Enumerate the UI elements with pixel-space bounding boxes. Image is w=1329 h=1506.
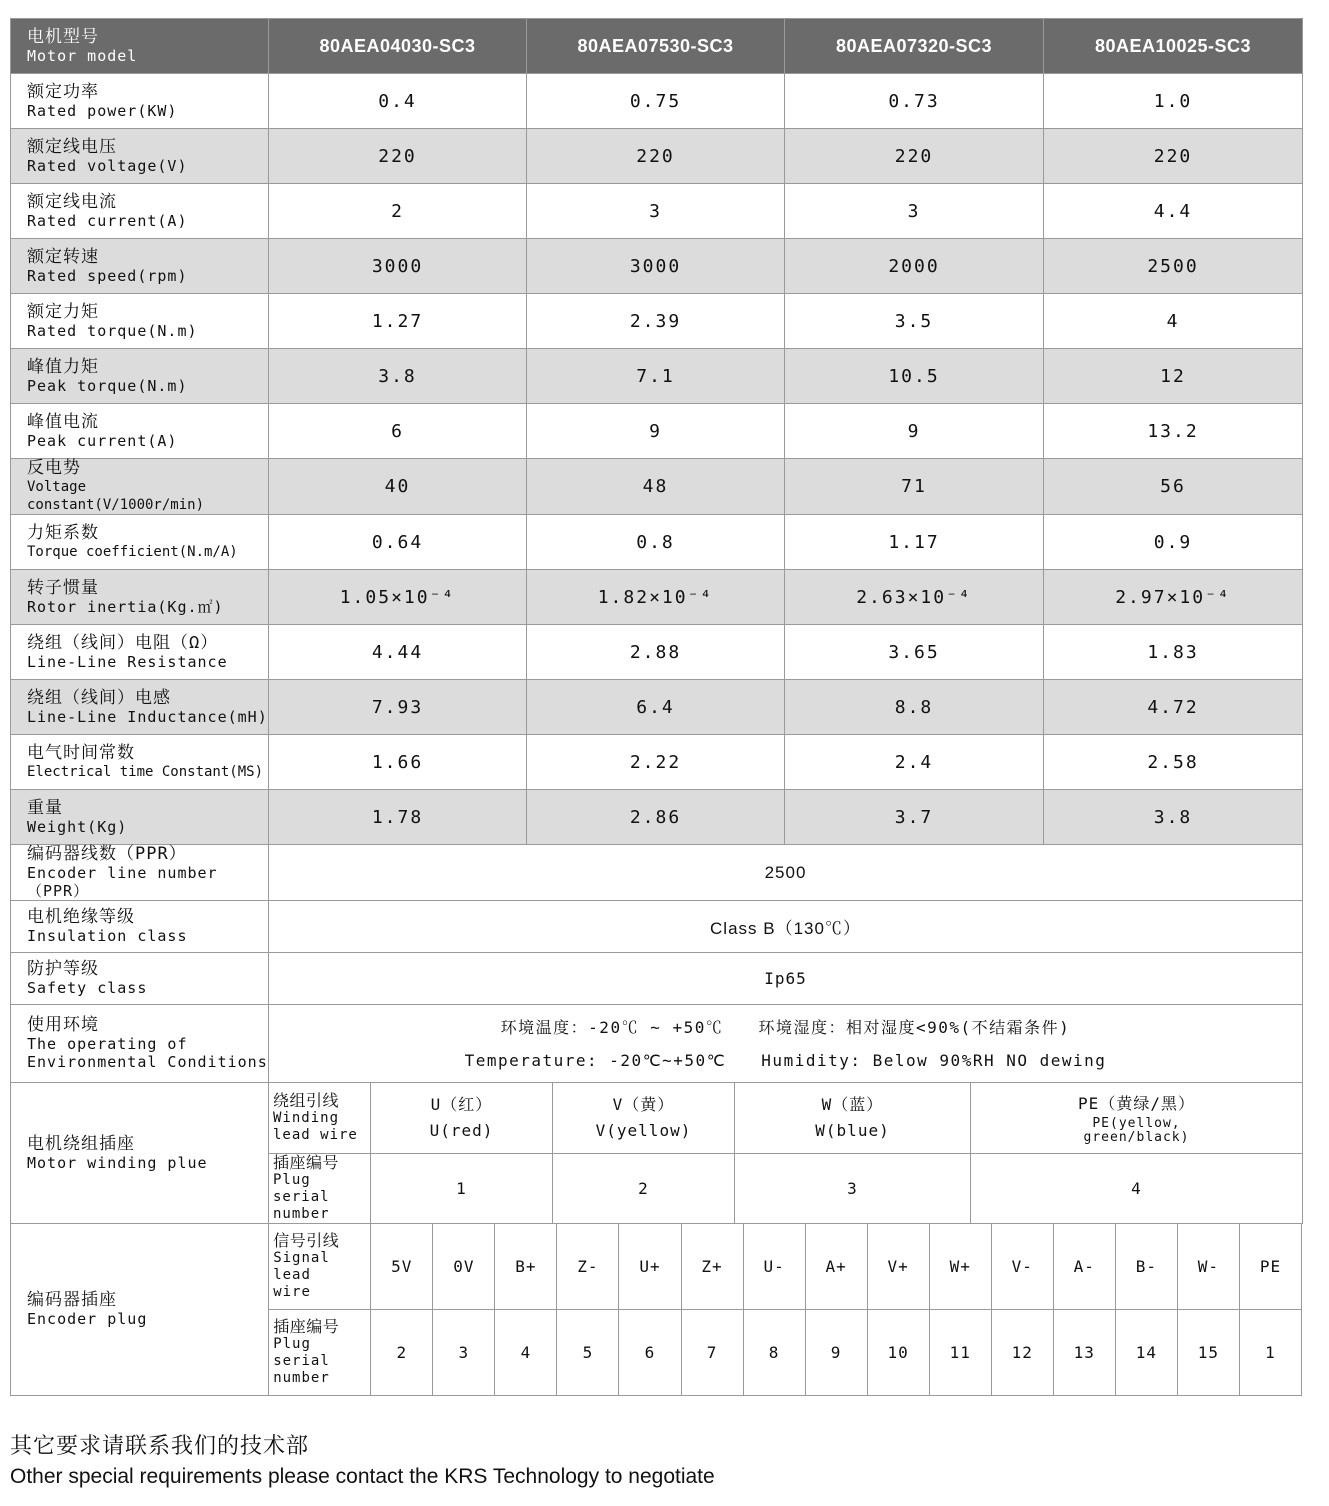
spec-value: 4.44 bbox=[269, 625, 527, 680]
spec-value: 0.73 bbox=[785, 74, 1044, 129]
winding-lead-en2: lead wire bbox=[273, 1127, 358, 1143]
winding-lead-row bbox=[11, 1083, 1303, 1154]
encoder-signal: U- bbox=[743, 1224, 805, 1310]
spec-value: 1.0 bbox=[1044, 74, 1303, 129]
spec-value: 4.4 bbox=[1044, 184, 1303, 239]
encoder-lines-label-en: Encoder line number（PPR） bbox=[27, 864, 218, 900]
env-temp-cn: 环境温度：-20℃ ~ +50℃ bbox=[500, 1017, 724, 1037]
env-humidity-en: Humidity: Below 90%RH NO dewing bbox=[761, 1050, 1107, 1070]
spec-value: 3.5 bbox=[785, 294, 1044, 349]
environment-label-cn: 使用环境 bbox=[27, 1015, 99, 1035]
spec-label-en: Rated voltage(V) bbox=[27, 156, 188, 175]
encoder-signal: W+ bbox=[929, 1224, 991, 1310]
spec-table bbox=[10, 18, 1303, 1083]
wire-v bbox=[553, 1083, 735, 1154]
spec-value: 0.64 bbox=[269, 515, 527, 570]
encoder-signal: W- bbox=[1177, 1224, 1239, 1310]
footer-note-en: Other special requirements please contact the KRS Technology to negotiate bbox=[10, 1465, 715, 1488]
footer-note bbox=[10, 1432, 715, 1492]
safety-value: Ip65 bbox=[269, 953, 1303, 1005]
spec-label-cn: 峰值电流 bbox=[27, 411, 99, 432]
spec-label-en: Peak torque(N.m) bbox=[27, 376, 188, 395]
spec-value: 10.5 bbox=[785, 349, 1044, 404]
spec-label-cn: 转子惯量 bbox=[27, 577, 99, 598]
encoder-pin: 1 bbox=[1239, 1310, 1301, 1396]
spec-label-cn: 电气时间常数 bbox=[27, 742, 135, 763]
encoder-signal: B- bbox=[1115, 1224, 1177, 1310]
encoder-signal: 5V bbox=[371, 1224, 433, 1310]
env-humidity-cn: 环境湿度：相对湿度<90%(不结霜条件) bbox=[758, 1017, 1071, 1037]
environment-value bbox=[269, 1005, 1303, 1083]
encoder-signal: A+ bbox=[805, 1224, 867, 1310]
encoder-pin: 3 bbox=[433, 1310, 495, 1396]
winding-plug-label-cn: 电机绕组插座 bbox=[27, 1133, 135, 1154]
environment-row bbox=[11, 1005, 1303, 1083]
spec-row bbox=[11, 74, 1303, 129]
encoder-signal-row bbox=[11, 1224, 1302, 1310]
spec-value: 12 bbox=[1044, 349, 1303, 404]
encoder-signal-cn: 信号引线 bbox=[273, 1231, 340, 1250]
safety-label-cn: 防护等级 bbox=[27, 959, 99, 979]
spec-label-cn: 额定功率 bbox=[27, 81, 99, 102]
encoder-pin: 13 bbox=[1053, 1310, 1115, 1396]
model-header: 80AEA07320-SC3 bbox=[785, 19, 1044, 74]
encoder-signal: V+ bbox=[867, 1224, 929, 1310]
encoder-pin: 11 bbox=[929, 1310, 991, 1396]
spec-label-en: Line-Line Inductance(mH) bbox=[27, 707, 268, 726]
spec-label bbox=[11, 515, 269, 570]
spec-label-cn: 额定线电流 bbox=[27, 191, 117, 212]
winding-plug-label bbox=[11, 1083, 269, 1224]
spec-label bbox=[11, 790, 269, 845]
model-header: 80AEA10025-SC3 bbox=[1044, 19, 1303, 74]
spec-value: 220 bbox=[269, 129, 527, 184]
spec-value: 3.8 bbox=[1044, 790, 1303, 845]
spec-value: 7.93 bbox=[269, 680, 527, 735]
spec-value: 1.78 bbox=[269, 790, 527, 845]
header-label-cn: 电机型号 bbox=[27, 26, 99, 47]
spec-value: 2000 bbox=[785, 239, 1044, 294]
spec-value: 13.2 bbox=[1044, 404, 1303, 459]
spec-value: 0.8 bbox=[527, 515, 785, 570]
spec-row bbox=[11, 459, 1303, 515]
spec-value: 9 bbox=[527, 404, 785, 459]
spec-label-en: Electrical time Constant(MS) bbox=[27, 763, 264, 780]
encoder-pin: 6 bbox=[619, 1310, 681, 1396]
wire-pe-pin: 4 bbox=[971, 1154, 1303, 1224]
spec-value: 3.8 bbox=[269, 349, 527, 404]
wire-w-en: W(blue) bbox=[815, 1121, 890, 1140]
encoder-pin: 10 bbox=[867, 1310, 929, 1396]
wire-w-pin: 3 bbox=[735, 1154, 971, 1224]
encoder-lines-label-cn: 编码器线数（PPR） bbox=[27, 844, 187, 864]
spec-value: 3.7 bbox=[785, 790, 1044, 845]
encoder-pin: 9 bbox=[805, 1310, 867, 1396]
spec-value: 1.27 bbox=[269, 294, 527, 349]
encoder-plug-label-en: Encoder plug bbox=[27, 1310, 148, 1328]
safety-row bbox=[11, 953, 1303, 1005]
spec-label-cn: 反电势 bbox=[27, 458, 81, 478]
encoder-pin: 2 bbox=[371, 1310, 433, 1396]
spec-label bbox=[11, 680, 269, 735]
wire-pe bbox=[971, 1083, 1303, 1154]
encoder-serial-en1: Plug serial bbox=[273, 1336, 330, 1369]
encoder-signal: 0V bbox=[433, 1224, 495, 1310]
wire-u-cn: U（红） bbox=[430, 1095, 493, 1114]
encoder-signal: U+ bbox=[619, 1224, 681, 1310]
spec-label-cn: 额定力矩 bbox=[27, 301, 99, 322]
spec-label-en: Voltage constant(V/1000r/min) bbox=[27, 479, 205, 513]
spec-value: 1.83 bbox=[1044, 625, 1303, 680]
spec-label bbox=[11, 735, 269, 790]
spec-value: 2.22 bbox=[527, 735, 785, 790]
spec-value: 2.63×10⁻⁴ bbox=[785, 570, 1044, 625]
spec-label-cn: 额定线电压 bbox=[27, 136, 117, 157]
spec-label-en: Weight(Kg) bbox=[27, 817, 128, 836]
spec-label bbox=[11, 404, 269, 459]
winding-lead-label bbox=[269, 1083, 371, 1154]
spec-label bbox=[11, 184, 269, 239]
spec-row bbox=[11, 349, 1303, 404]
wire-w-cn: W（蓝） bbox=[821, 1095, 884, 1114]
spec-value: 3000 bbox=[527, 239, 785, 294]
encoder-lines-row bbox=[11, 845, 1303, 901]
spec-value: 0.4 bbox=[269, 74, 527, 129]
wire-u-pin: 1 bbox=[371, 1154, 553, 1224]
wire-u-en: U(red) bbox=[429, 1121, 494, 1140]
spec-label bbox=[11, 459, 269, 515]
spec-value: 71 bbox=[785, 459, 1044, 515]
spec-value: 40 bbox=[269, 459, 527, 515]
spec-row bbox=[11, 570, 1303, 625]
encoder-signal: Z+ bbox=[681, 1224, 743, 1310]
spec-value: 1.05×10⁻⁴ bbox=[269, 570, 527, 625]
spec-value: 48 bbox=[527, 459, 785, 515]
wire-v-pin: 2 bbox=[553, 1154, 735, 1224]
winding-serial-cn: 插座编号 bbox=[273, 1153, 340, 1172]
spec-value: 3 bbox=[785, 184, 1044, 239]
header-row bbox=[11, 19, 1303, 74]
spec-row bbox=[11, 515, 1303, 570]
spec-value: 2.58 bbox=[1044, 735, 1303, 790]
insulation-label-cn: 电机绝缘等级 bbox=[27, 907, 135, 927]
spec-row bbox=[11, 294, 1303, 349]
encoder-pin: 7 bbox=[681, 1310, 743, 1396]
encoder-pin: 15 bbox=[1177, 1310, 1239, 1396]
encoder-signal: Z- bbox=[557, 1224, 619, 1310]
environment-label-en1: The operating of bbox=[27, 1035, 188, 1053]
spec-value: 2.39 bbox=[527, 294, 785, 349]
header-label bbox=[11, 19, 269, 74]
spec-value: 3.65 bbox=[785, 625, 1044, 680]
spec-value: 6 bbox=[269, 404, 527, 459]
model-header: 80AEA07530-SC3 bbox=[527, 19, 785, 74]
winding-lead-en1: Winding bbox=[273, 1110, 340, 1126]
spec-label-cn: 峰值力矩 bbox=[27, 356, 99, 377]
encoder-signal: B+ bbox=[495, 1224, 557, 1310]
winding-serial-en2: number bbox=[273, 1206, 330, 1222]
spec-value: 220 bbox=[1044, 129, 1303, 184]
encoder-pin: 14 bbox=[1115, 1310, 1177, 1396]
wire-pe-en1: PE(yellow, bbox=[1092, 1116, 1181, 1131]
spec-row bbox=[11, 184, 1303, 239]
spec-value: 1.82×10⁻⁴ bbox=[527, 570, 785, 625]
spec-value: 3000 bbox=[269, 239, 527, 294]
encoder-pin: 5 bbox=[557, 1310, 619, 1396]
model-header: 80AEA04030-SC3 bbox=[269, 19, 527, 74]
spec-label-en: Torque coefficient(N.m/A) bbox=[27, 543, 238, 560]
spec-label-cn: 重量 bbox=[27, 797, 63, 818]
winding-lead-cn: 绕组引线 bbox=[273, 1091, 340, 1110]
spec-label bbox=[11, 129, 269, 184]
spec-value: 2500 bbox=[1044, 239, 1303, 294]
wire-pe-cn: PE（黄绿/黑） bbox=[1078, 1094, 1195, 1113]
wire-v-cn: V（黄） bbox=[612, 1095, 675, 1114]
spec-value: 220 bbox=[527, 129, 785, 184]
wire-v-en: V(yellow) bbox=[595, 1121, 692, 1140]
spec-label bbox=[11, 74, 269, 129]
encoder-signal: V- bbox=[991, 1224, 1053, 1310]
encoder-lines-value: 2500 bbox=[269, 845, 1303, 901]
spec-row bbox=[11, 680, 1303, 735]
winding-plug-table bbox=[10, 1082, 1303, 1224]
spec-label-en: Rated torque(N.m) bbox=[27, 321, 198, 340]
spec-value: 1.66 bbox=[269, 735, 527, 790]
spec-row bbox=[11, 625, 1303, 680]
spec-row bbox=[11, 735, 1303, 790]
winding-plug-label-en: Motor winding plue bbox=[27, 1153, 208, 1172]
encoder-pin: 12 bbox=[991, 1310, 1053, 1396]
safety-label-en: Safety class bbox=[27, 979, 148, 997]
encoder-plug-table bbox=[10, 1223, 1302, 1396]
spec-row bbox=[11, 129, 1303, 184]
wire-u bbox=[371, 1083, 553, 1154]
spec-label-en: Rotor inertia(Kg.㎡) bbox=[27, 597, 224, 616]
spec-row bbox=[11, 790, 1303, 845]
spec-label-en: Rated power(KW) bbox=[27, 101, 178, 120]
spec-value: 3 bbox=[527, 184, 785, 239]
spec-label-en: Line-Line Resistance bbox=[27, 652, 228, 671]
spec-value: 2.97×10⁻⁴ bbox=[1044, 570, 1303, 625]
spec-value: 0.75 bbox=[527, 74, 785, 129]
spec-label-en: Rated speed(rpm) bbox=[27, 266, 188, 285]
spec-label-cn: 绕组（线间）电阻（Ω） bbox=[27, 632, 219, 653]
spec-value: 0.9 bbox=[1044, 515, 1303, 570]
spec-value: 56 bbox=[1044, 459, 1303, 515]
spec-row bbox=[11, 404, 1303, 459]
spec-label bbox=[11, 625, 269, 680]
spec-value: 7.1 bbox=[527, 349, 785, 404]
spec-label-cn: 绕组（线间）电感 bbox=[27, 687, 171, 708]
encoder-pin: 4 bbox=[495, 1310, 557, 1396]
encoder-serial-label bbox=[269, 1310, 371, 1396]
spec-value: 2.4 bbox=[785, 735, 1044, 790]
footer-note-cn: 其它要求请联系我们的技术部 bbox=[10, 1434, 310, 1459]
spec-value: 2 bbox=[269, 184, 527, 239]
winding-serial-label bbox=[269, 1154, 371, 1224]
insulation-label-en: Insulation class bbox=[27, 927, 188, 945]
encoder-serial-cn: 插座编号 bbox=[273, 1317, 340, 1336]
spec-label bbox=[11, 239, 269, 294]
encoder-signal: A- bbox=[1053, 1224, 1115, 1310]
spec-value: 2.88 bbox=[527, 625, 785, 680]
winding-serial-en1: Plug serial bbox=[273, 1172, 330, 1205]
spec-label bbox=[11, 570, 269, 625]
spec-value: 4.72 bbox=[1044, 680, 1303, 735]
insulation-value: Class B（130℃） bbox=[269, 901, 1303, 953]
encoder-pin: 8 bbox=[743, 1310, 805, 1396]
wire-w bbox=[735, 1083, 971, 1154]
spec-value: 8.8 bbox=[785, 680, 1044, 735]
spec-label bbox=[11, 294, 269, 349]
spec-label-cn: 额定转速 bbox=[27, 246, 99, 267]
spec-value: 4 bbox=[1044, 294, 1303, 349]
encoder-signal-label bbox=[269, 1224, 371, 1310]
spec-value: 1.17 bbox=[785, 515, 1044, 570]
spec-value: 6.4 bbox=[527, 680, 785, 735]
encoder-signal-en1: Signal lead bbox=[273, 1250, 330, 1283]
spec-label-en: Rated current(A) bbox=[27, 211, 188, 230]
env-temp-en: Temperature: -20℃~+50℃ bbox=[464, 1050, 727, 1070]
spec-row bbox=[11, 239, 1303, 294]
encoder-signal: PE bbox=[1239, 1224, 1301, 1310]
spec-value: 220 bbox=[785, 129, 1044, 184]
insulation-row bbox=[11, 901, 1303, 953]
spec-value: 9 bbox=[785, 404, 1044, 459]
spec-value: 2.86 bbox=[527, 790, 785, 845]
encoder-plug-label-cn: 编码器插座 bbox=[27, 1290, 117, 1310]
wire-pe-en2: green/black) bbox=[1083, 1130, 1190, 1145]
spec-label-cn: 力矩系数 bbox=[27, 522, 99, 543]
spec-label-en: Peak current(A) bbox=[27, 431, 178, 450]
spec-label bbox=[11, 349, 269, 404]
encoder-serial-en2: number bbox=[273, 1370, 330, 1386]
spec-sheet bbox=[10, 18, 1302, 1396]
encoder-signal-en2: wire bbox=[273, 1284, 311, 1300]
encoder-plug-label bbox=[11, 1224, 269, 1396]
environment-label-en2: Environmental Conditions bbox=[27, 1053, 268, 1071]
header-label-en: Motor model bbox=[27, 46, 138, 65]
